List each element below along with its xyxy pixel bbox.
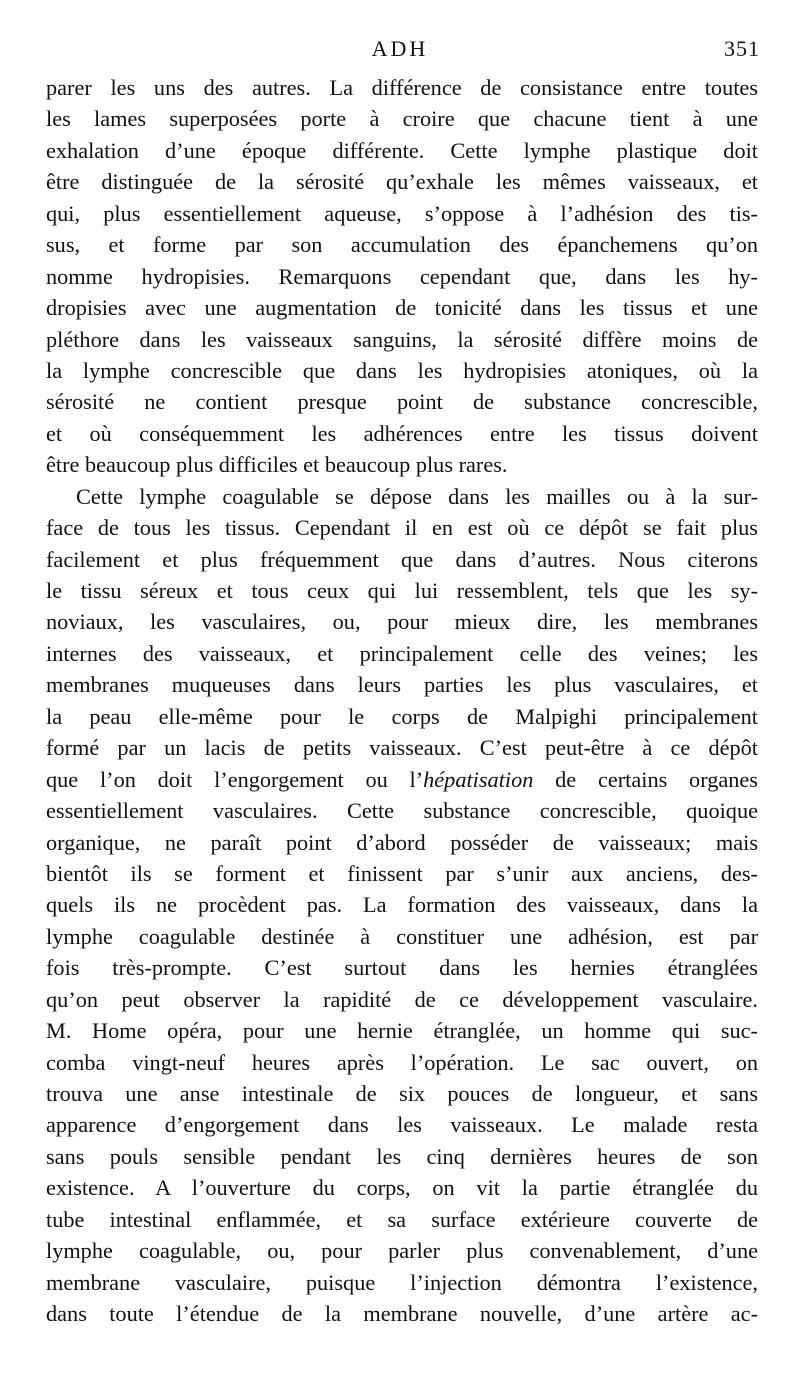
text-line: essentiellement vasculaires. Cette substance concrescible, quoique bbox=[46, 798, 758, 824]
text-line: sus, et forme par son accumulation des épanchemens qu’on bbox=[46, 232, 758, 258]
italic-term: hépatisation bbox=[423, 766, 534, 792]
text-line: sans pouls sensible pendant les cinq dernières heures de son bbox=[46, 1143, 758, 1169]
text-line: et où conséquemment les adhérences entre les tissus doivent bbox=[46, 420, 758, 446]
text-line: formé par un lacis de petits vaisseaux. C’est peut-être à ce dépôt bbox=[46, 735, 758, 761]
text-line: face de tous les tissus. Cependant il en est où ce dépôt se fait plus bbox=[46, 515, 758, 541]
page-body bbox=[46, 72, 758, 1330]
text-line: le tissu séreux et tous ceux qui lui ressemblent, tels que les sy- bbox=[46, 578, 758, 603]
text-line: internes des vaisseaux, et principalement celle des veines; les bbox=[46, 640, 758, 666]
text-line: M. Home opéra, pour une hernie étranglée, un homme qui suc- bbox=[46, 1018, 758, 1044]
text-line: être distinguée de la sérosité qu’exhale les mêmes vaisseaux, et bbox=[46, 169, 758, 195]
text-line: la lymphe concrescible que dans les hydropisies atoniques, où la bbox=[46, 357, 758, 383]
text-line: membrane vasculaire, puisque l’injection démontra l’existence, bbox=[46, 1269, 758, 1295]
text-line: apparence d’engorgement dans les vaisseaux. Le malade resta bbox=[46, 1112, 758, 1138]
paragraph-2 bbox=[46, 481, 758, 1330]
text-line: trouva une anse intestinale de six pouces de longueur, et sans bbox=[46, 1081, 758, 1106]
page-number: 351 bbox=[724, 36, 760, 61]
text-line: lymphe coagulable, ou, pour parler plus convenablement, d’une bbox=[46, 1238, 758, 1264]
text-line: existence. A l’ouverture du corps, on vit la partie étranglée du bbox=[46, 1175, 758, 1201]
text-line-with-italic bbox=[46, 764, 758, 795]
text-line: dropisies avec une augmentation de tonicité dans les tissus et une bbox=[46, 295, 758, 321]
text-line: Cette lymphe coagulable se dépose dans les mailles ou à la sur- bbox=[76, 483, 758, 509]
paragraph-1 bbox=[46, 72, 758, 481]
text-line: noviaux, les vasculaires, ou, pour mieux dire, les membranes bbox=[46, 609, 758, 635]
text-line: qu’on peut observer la rapidité de ce développement vasculaire. bbox=[46, 986, 758, 1012]
text-line: nomme hydropisies. Remarquons cependant que, dans les hy- bbox=[46, 263, 758, 289]
text-line: membranes muqueuses dans leurs parties les plus vasculaires, et bbox=[46, 672, 758, 698]
text-line: lymphe coagulable destinée à constituer une adhésion, est par bbox=[46, 923, 758, 949]
text-line: dans toute l’étendue de la membrane nouvelle, d’une artère ac- bbox=[46, 1301, 758, 1327]
running-head: ADH bbox=[371, 36, 429, 61]
text-line: exhalation d’une époque différente. Cette lymphe plastique doit bbox=[46, 137, 758, 163]
text-line: bientôt ils se forment et finissent par s’unir aux anciens, des- bbox=[46, 860, 758, 886]
text-line: les lames superposées porte à croire que chacune tient à une bbox=[46, 106, 758, 132]
text-line: tube intestinal enflammée, et sa surface extérieure couverte de bbox=[46, 1206, 758, 1232]
text-line: parer les uns des autres. La différence de consistance entre toutes bbox=[46, 75, 758, 100]
text-line: comba vingt-neuf heures après l’opération. Le sac ouvert, on bbox=[46, 1049, 758, 1075]
page-header bbox=[0, 32, 800, 66]
text-line: facilement et plus fréquemment que dans d’autres. Nous citerons bbox=[46, 546, 758, 572]
text-line: qui, plus essentiellement aqueuse, s’oppose à l’adhésion des tis- bbox=[46, 200, 758, 226]
text-line: sérosité ne contient presque point de substance concrescible, bbox=[46, 389, 758, 415]
text-line: organique, ne paraît point d’abord posséder de vaisseaux; mais bbox=[46, 829, 758, 855]
text-line: la peau elle-même pour le corps de Malpighi principalement bbox=[46, 703, 758, 729]
text-line: quels ils ne procèdent pas. La formation des vaisseaux, dans la bbox=[46, 892, 758, 918]
text-line: pléthore dans les vaisseaux sanguins, la sérosité diffère moins de bbox=[46, 326, 758, 352]
text-line: fois très-prompte. C’est surtout dans les hernies étranglées bbox=[46, 955, 758, 981]
text-line: être beaucoup plus difficiles et beaucoup plus rares. bbox=[46, 452, 508, 478]
line-segment: que l’on doit l’engorgement ou l’ bbox=[46, 766, 424, 792]
line-segment: de certains organes bbox=[533, 766, 758, 792]
